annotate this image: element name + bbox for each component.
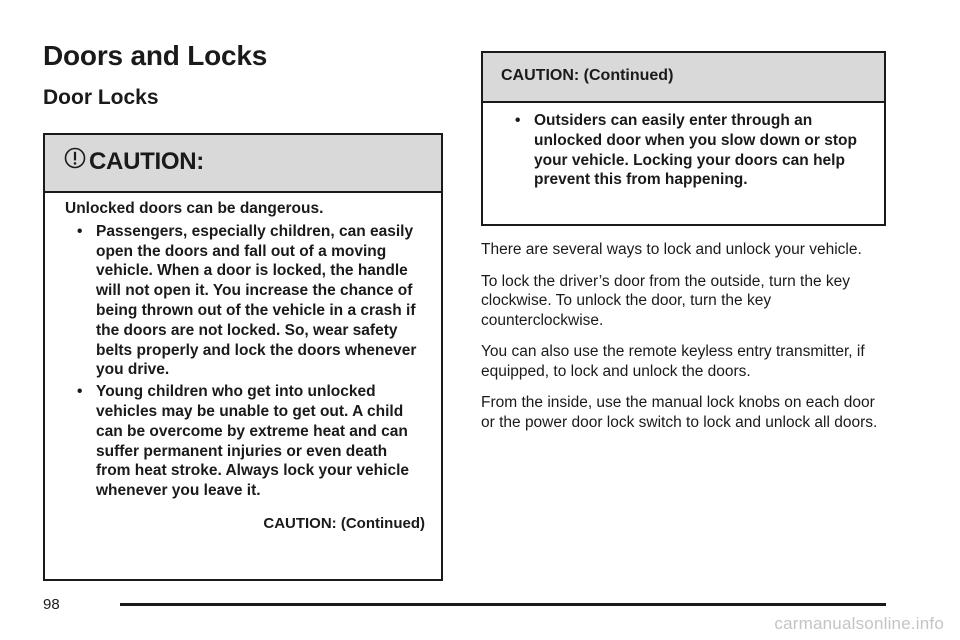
caution-bullet: • Outsiders can easily enter through an unlocked door when you slow down or stop your vehicle. Locking your doors can help prevent this from happening.: [503, 111, 866, 190]
section-title: Door Locks: [43, 86, 159, 109]
page-number: 98: [43, 596, 60, 613]
caution-box: [43, 133, 443, 581]
caution-continued-bullet-list: [503, 111, 866, 190]
caution-title: CAUTION:: [89, 148, 204, 175]
body-paragraph: From the inside, use the manual lock knobs on each door or the power door lock switch to lock and unlock all doors.: [481, 394, 878, 431]
warning-icon: [64, 147, 86, 169]
caution-continued-body: [483, 103, 884, 190]
caution-bullet-list: [65, 222, 423, 501]
caution-body: [45, 193, 441, 534]
caution-continued-label: CAUTION: (Continued): [263, 514, 425, 532]
caution-continued-box: [481, 51, 886, 226]
body-text: [481, 240, 891, 444]
caution-header: [45, 135, 441, 193]
caution-continued-header: CAUTION: (Continued): [483, 53, 884, 103]
body-paragraph: To lock the driver’s door from the outside, turn the key clockwise. To unlock the door, turn the key counterclockwise.: [481, 272, 851, 329]
watermark: carmanualsonline.info: [774, 614, 944, 633]
caution-bullet: • Young children who get into unlocked vehicles may be unable to get out. A child can be overcome by extreme heat and can suffer permanent injuries or even death from heat stroke. Always lock your vehicle whenever you leave it.: [65, 382, 423, 501]
footer-divider: [120, 603, 886, 606]
caution-intro: Unlocked doors can be dangerous.: [65, 200, 324, 217]
caution-bullet: • Passengers, especially children, can easily open the doors and fall out of a moving vehicle. When a door is locked, the handle will not open it. You increase the chance of being thrown out of the vehicle in a crash if the doors are not locked. So, wear safety belts properly and lock the doors whenever you drive.: [65, 222, 423, 380]
page-title: Doors and Locks: [43, 40, 268, 71]
body-paragraph: There are several ways to lock and unlock your vehicle.: [481, 241, 862, 258]
body-paragraph: You can also use the remote keyless entry transmitter, if equipped, to lock and unlock the doors.: [481, 343, 865, 380]
